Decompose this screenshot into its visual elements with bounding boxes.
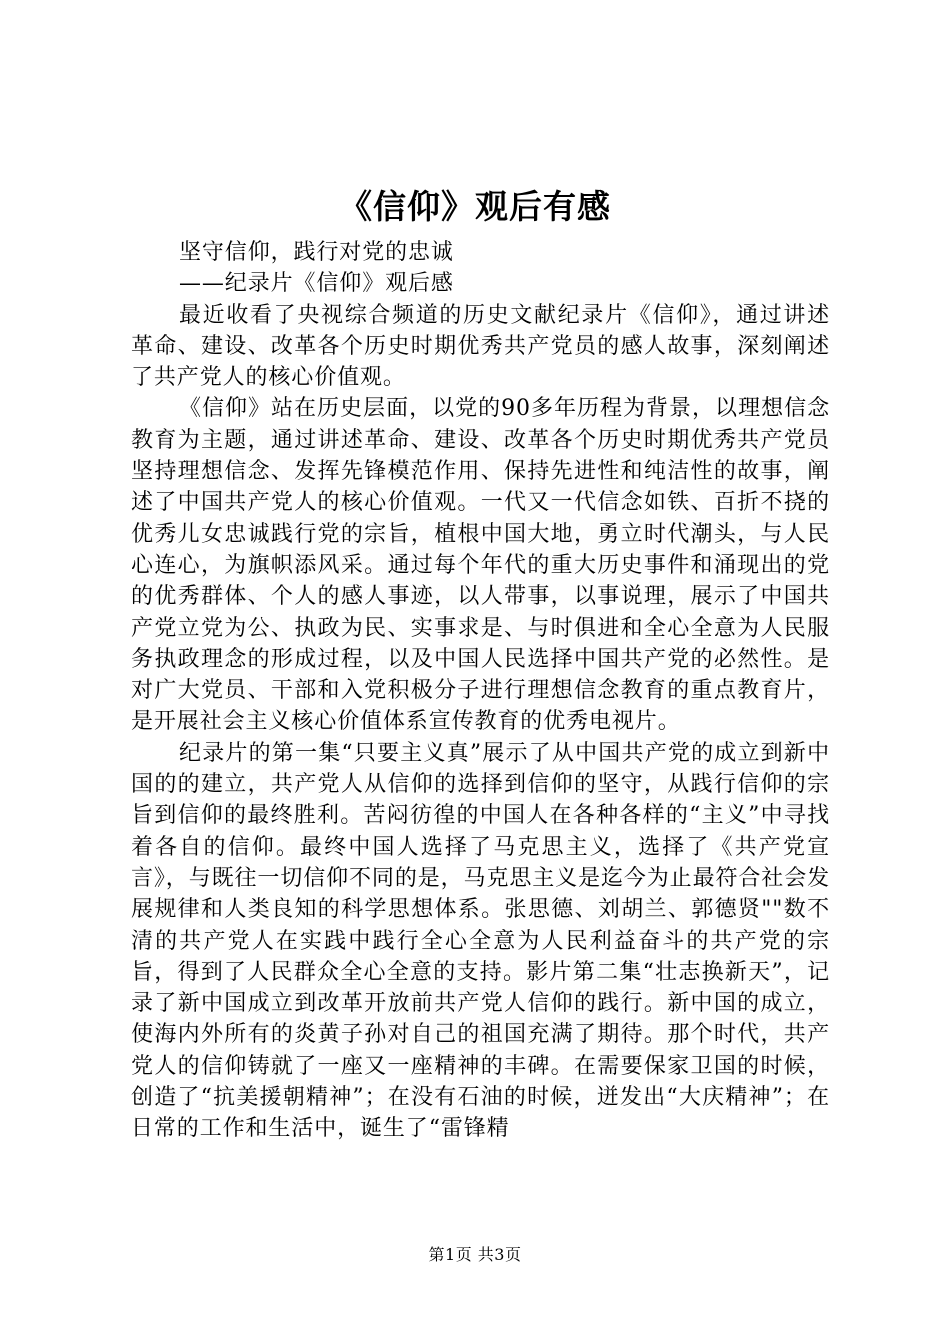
paragraph-3: 纪录片的第一集“只要主义真”展示了从中国共产党的成立到新中国的的建立，共产党人从信仰的选择到信仰的坚守，从践行信仰的宗旨到信仰的最终胜利。苦闷彷徨的中国人在各种各样的“主义”中寻找着各自的信仰。最终中国人选择了马克思主义，选择了《共产党宣言》，与既往一切信仰不同的是，马克思主义是迄今为止最符合社会发展规律和人类良知的科学思想体系。张思德、刘胡兰、郭德贤""数不清的共产党人在实践中践行全心全意为人民利益奋斗的共产党的宗旨，得到了人民群众全心全意的支持。影片第二集“壮志换新天”，记录了新中国成立到改革开放前共产党人信仰的践行。新中国的成立，使海内外所有的炎黄子孙对自己的祖国充满了期待。那个时代，共产党人的信仰铸就了一座又一座精神的丰碑。在需要保家卫国的时候，创造了“抗美援朝精神”；在没有石油的时候，迸发出“大庆精神”；在日常的工作和生活中，诞生了“雷锋精 [131,740,830,1142]
paragraph-1: 最近收看了央视综合频道的历史文献纪录片《信仰》，通过讲述革命、建设、改革各个历史时期优秀共产党员的感人故事，深刻阐述了共产党人的核心价值观。 [131,302,830,391]
page-footer: 第1页 共3页 [428,1245,522,1264]
paragraph-2: 《信仰》站在历史层面，以党的90多年历程为背景，以理想信念教育为主题，通过讲述革命、建设、改革各个历史时期优秀共产党员坚持理想信念、发挥先锋模范作用、保持先进性和纯洁性的故事，阐述了中国共产党人的核心价值观。一代又一代信念如铁、百折不挠的优秀儿女忠诚践行党的宗旨，植根中国大地，勇立时代潮头，与人民心连心，为旗帜添风采。通过每个年代的重大历史事件和涌现出的党的优秀群体、个人的感人事迹，以人带事，以事说理，展示了中国共产党立党为公、执政为民、实事求是、与时俱进和全心全意为人民服务执政理念的形成过程，以及中国人民选择中国共产党的必然性。是对广大党员、干部和入党积极分子进行理想信念教育的重点教育片，是开展社会主义核心价值体系宣传教育的优秀电视片。 [131,396,830,735]
document-body [131,237,830,1145]
article-subtitle: 坚守信仰，践行对党的忠诚 [179,240,454,265]
document-title: 《信仰》观后有感 [339,187,611,226]
article-subheading: ——纪录片《信仰》观后感 [179,271,454,297]
